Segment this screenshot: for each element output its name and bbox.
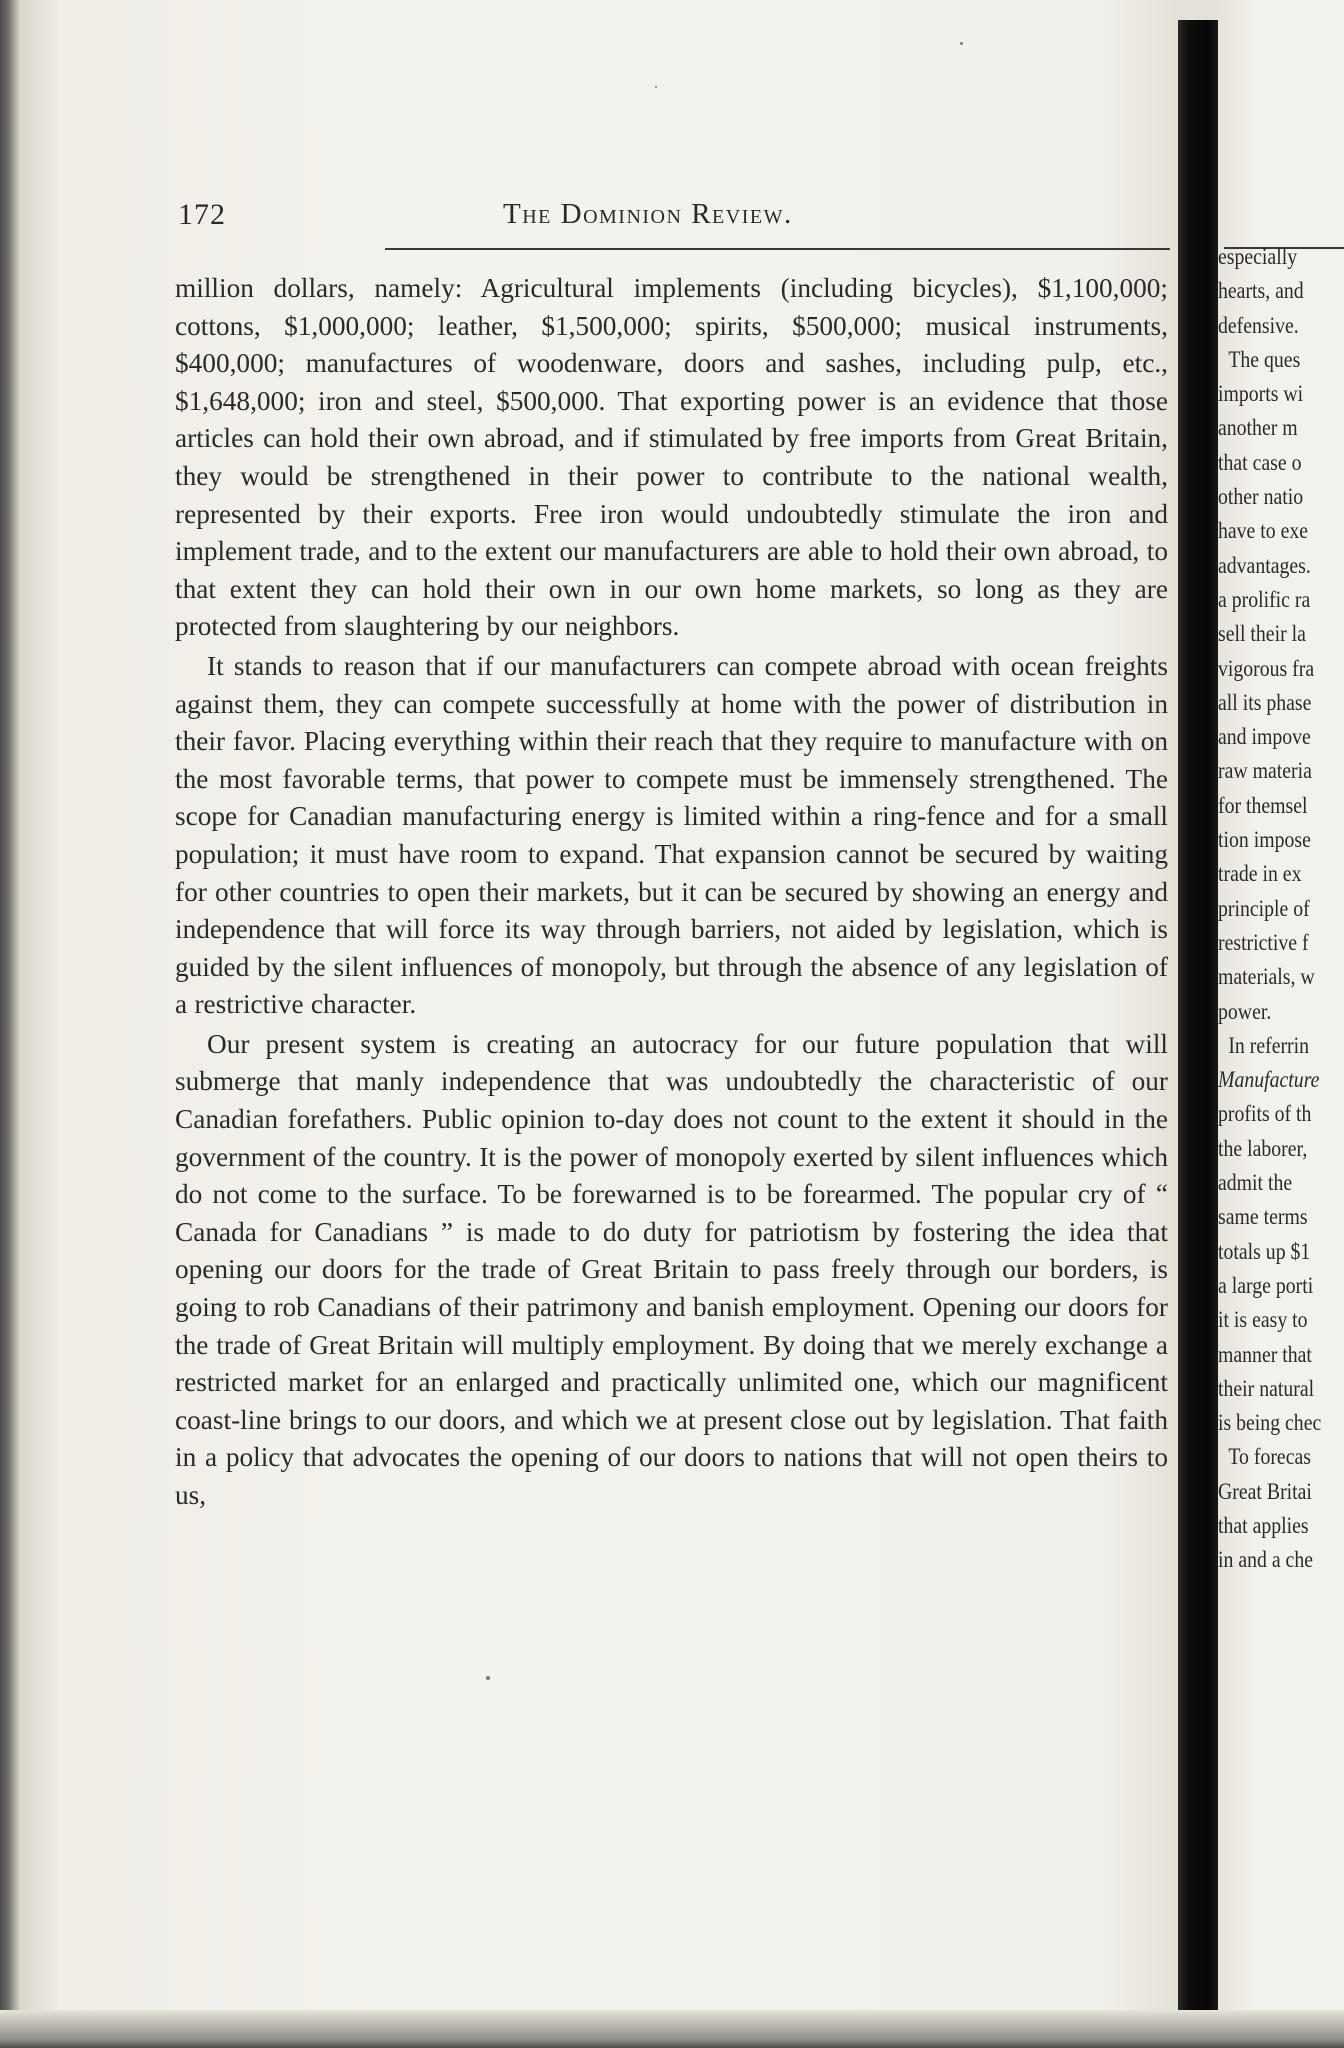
facing-line: imports wi (1218, 381, 1304, 407)
paper-speck (655, 86, 657, 88)
facing-line: another m (1218, 415, 1298, 441)
facing-page-text (1218, 240, 1344, 1578)
header-rule (385, 248, 1170, 250)
facing-line: advantages. (1218, 552, 1311, 578)
facing-line: totals up $1 (1218, 1238, 1311, 1264)
facing-line: power. (1218, 998, 1272, 1024)
facing-line: Manufacture (1218, 1067, 1320, 1093)
facing-line: materials, w (1218, 964, 1315, 990)
facing-line: vigorous fra (1218, 655, 1315, 681)
facing-line: raw materia (1218, 758, 1312, 784)
journal-title: The Dominion Review. (503, 198, 793, 230)
facing-line: the laborer, (1218, 1135, 1308, 1161)
facing-line: other natio (1218, 484, 1304, 510)
facing-line: that case o (1218, 449, 1302, 475)
facing-line: To forecas (1228, 1444, 1311, 1470)
facing-line: defensive. (1218, 312, 1299, 338)
facing-line: that applies (1218, 1512, 1309, 1538)
facing-line: trade in ex (1218, 861, 1302, 887)
facing-page (1218, 0, 1344, 2048)
page-number: 172 (178, 198, 226, 231)
facing-line: restrictive f (1218, 929, 1309, 955)
facing-line: and impove (1218, 724, 1311, 750)
facing-line: is being chec (1218, 1410, 1322, 1436)
page-bottom-edge (0, 2010, 1344, 2048)
book-gutter (1178, 20, 1218, 2020)
facing-line: principle of (1218, 895, 1310, 921)
facing-line: same terms (1218, 1204, 1308, 1230)
facing-line: their natural (1218, 1375, 1315, 1401)
facing-line: hearts, and (1218, 278, 1304, 304)
facing-line: it is easy to (1218, 1307, 1308, 1333)
facing-line: The ques (1228, 346, 1301, 372)
facing-line: admit the (1218, 1170, 1293, 1196)
facing-line: for themsel (1218, 792, 1308, 818)
paper-speck (486, 1676, 490, 1680)
facing-line: a large porti (1218, 1272, 1314, 1298)
facing-line: a prolific ra (1218, 586, 1311, 612)
paragraph-1: million dollars, namely: Agricultural implements (including bicycles), $1,100,000; cottons, $1,000,000; leather, $1,500,000; spirits, $500,000; musical instruments, $400,000; manufactures of woodenware, doors and sashes, including pulp, etc., $1,648,000; iron and steel, $500,000. That exporting power is an evidence that those articles can hold their own abroad, and if stimulated by free imports from Great Britain, they would be strengthened in their power to contribute to the national wealth, represented by their exports. Free iron would undoubtedly stimulate the iron and implement trade, and to the extent our manufacturers are able to hold their own abroad, to that extent they can hold their own in our own home markets, so long as they are protected from slaughtering by our neighbors. (175, 273, 1168, 642)
facing-line: Great Britai (1218, 1478, 1312, 1504)
body-text (175, 270, 1168, 1515)
paper-speck (960, 42, 963, 45)
facing-line: all its phase (1218, 689, 1312, 715)
facing-line: profits of th (1218, 1101, 1312, 1127)
facing-line: In referrin (1228, 1032, 1310, 1058)
facing-line: have to exe (1218, 518, 1309, 544)
facing-line: sell their la (1218, 621, 1306, 647)
facing-line: tion impose (1218, 827, 1311, 853)
paragraph-3: Our present system is creating an autocracy for our future population that will submerge that manly independence that was undoubtedly the characteristic of our Canadian forefathers. Public opinion to-day does not count to the extent it should in the government of the country. It is the power of monopoly exerted by silent influences which do not come to the surface. To be forewarned is to be forearmed. The popular cry of “ Canada for Canadians ” is made to do duty for patriotism by fostering the idea that opening our doors for the trade of Great Britain to pass freely through our borders, is going to rob Canadians of their patrimony and banish employment. Opening our doors for the trade of Great Britain will multiply employment. By doing that we merely exchange a restricted market for an enlarged and practically unlimited one, which our magnificent coast-line brings to our doors, and which we at present close out by legislation. That faith in a policy that advocates the opening of our doors to nations that will not open theirs to us, (175, 1028, 1168, 1510)
facing-line: manner that (1218, 1341, 1312, 1367)
facing-line: in and a che (1218, 1547, 1314, 1573)
facing-line: especially (1218, 244, 1298, 269)
paragraph-2: It stands to reason that if our manufacturers can compete abroad with ocean freights against them, they can compete successfully at home with the power of distribution in their favor. Placing everything within their reach that they require to manufacture with on the most favorable terms, that power to compete must be immensely strengthened. The scope for Canadian manufacturing energy is limited within a ring-fence and for a small population; it must have room to expand. That expansion cannot be secured by waiting for other countries to open their markets, but it can be secured by showing an energy and independence that will force its way through barriers, not aided by legislation, which is guided by the silent influences of monopoly, but through the absence of any legislation of a restrictive character. (175, 650, 1168, 1020)
running-head (178, 198, 1168, 242)
